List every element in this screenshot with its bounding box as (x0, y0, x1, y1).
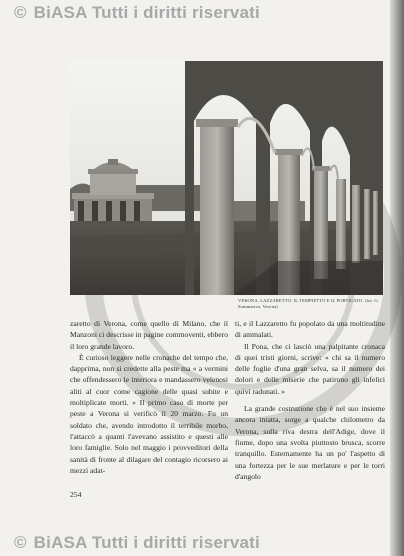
watermark-top (14, 3, 260, 23)
portico-arches (185, 61, 383, 295)
copyright-icon: © (14, 533, 27, 552)
paragraph: È curioso leggere nelle cronache del tempo che, dapprima, non si credette alla peste ma « a vermini che offendessero le interiora e mandassero velenosi aliti al cuor come cagione delle quasi subite e moltiplicate morti. » Il primo caso di morte per peste a Verona si verificò il 20 marzo. Fu un soldato che, avendo introdotto il terribile morbo, l'attaccò a quanti l'avevano assistito e questi alle loro famiglie. Solo nel maggio i provveditori della sanità di fronte al dilagare del contagio ricorsero ai mezzi adat- (70, 352, 228, 475)
paragraph: Il Pona, che ci lasciò una palpitante cronaca di quei tristi giorni, scrive: « chi sa il numero delle foglie d'una gran selva, sa il numero dei dolori e delle miserie che patirono gli infelici quivi radunati. » (235, 341, 385, 396)
watermark-bottom-text: BiASA Tutti i diritti riservati (33, 533, 260, 552)
article-right-column (235, 318, 385, 482)
watermark-bottom (14, 533, 260, 553)
photo-caption: VERONA, LAZZARETTO: IL TEMPIETTO E IL PORTICATO. (fot. G. Sommariva, Verona) (238, 298, 380, 309)
paragraph: La grande costruzione che è nel suo insieme ancora intatta, sorge a qualche chilometro da Verona, sulla riva destra dell'Adige, dove il fiume, dopo una svolta piuttosto brusca, scorre tranquillo. Esternamente ha un po' l'aspetto di una fortezza per le sue merlature e per le torri d'angolo (235, 404, 385, 481)
page-edge-shadow (390, 0, 404, 556)
photograph-lazzaretto (70, 61, 383, 295)
lazzaretto-photo-art (70, 61, 383, 295)
page-number: 254 (70, 490, 82, 499)
article-left-column (70, 318, 228, 476)
paragraph: zaretto di Verona, come quello di Milano, che il Manzoni ci descrisse in pagine commoventi, ebbero il loro grande lavoro. (70, 319, 228, 351)
watermark-top-text: BiASA Tutti i diritti riservati (33, 3, 260, 22)
paragraph: ti, e il Lazzaretto fu popolato da una moltitudine di ammalati. (235, 319, 385, 340)
copyright-icon: © (14, 3, 27, 22)
